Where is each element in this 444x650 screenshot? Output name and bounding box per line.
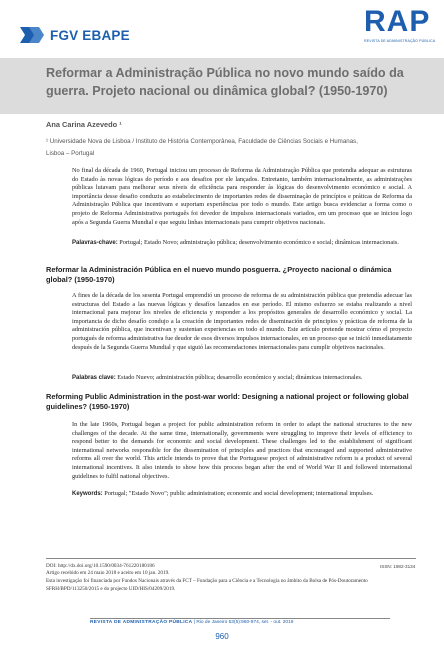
keywords-label: Keywords: <box>72 491 103 497</box>
abstract-heading-en: Reforming Public Administration in the post-war world: Designing a national project or following global guidelines? (1950-1970) <box>46 392 409 411</box>
publisher-name: FGV EBAPE <box>50 27 130 43</box>
keywords-en <box>72 490 412 499</box>
abstract-es: A fines de la década de los sesenta Portugal emprendió un proceso de reforma de su administración pública que pretendía adecuar las estructuras del Estado a las nuevas lógicas y desafíos lanzados en ese período. El mismo esfuerzo se estaba realizando a nivel internacional para mejorar los niveles de eficiencia y responder a los propósitos generales de desarrollo económico y social. La importancia de dicho desafío condujo a la creación de importantes redes de diseminación de principios y prácticas de reforma de la administración pública, que incentivan y sustentan experiencias en todo el mundo. Este artículo pretende mostrar cómo el proyecto portugués de reforma administrativa fue deudor de esos diversos impulsos internacionales, en un proceso que se inició inmediatamente después de la Segunda Guerra Mundial y que siguió las recomendaciones internacionales para cumplir objetivos nacionales. <box>72 292 412 351</box>
issn: ISSN: 1982-3134 <box>380 564 416 569</box>
journal-separator: | <box>193 620 197 625</box>
keywords-label: Palabras clave: <box>72 375 116 381</box>
keywords-pt <box>72 239 412 248</box>
journal-name: REVISTA DE ADMINISTRAÇÃO PÚBLICA <box>90 620 193 625</box>
doi-link[interactable]: DOI: http://dx.doi.org/10.1590/0034-761220180186 <box>46 563 155 569</box>
publisher-logo <box>20 20 130 50</box>
received-date: Artigo recebido em 24 maio 2018 e aceito em 10 jan. 2019. <box>46 570 170 576</box>
abstract-en: In the late 1960s, Portugal began a project for public administration reform in order to adapt the national structures to the new challenges of the decade. At the same time, internationally, governments were struggling to improve their levels of efficiency to respond better to the demands for economic and social development. These challenges led to the establishment of significant international networks responsible for the dissemination of principles and practices that encouraged and supported administrative reforms all over the world. This article intends to prove that the Portuguese project of administrative reform is a product of several international incentives. It also intends to show how this process began after the end of World War II and followed international guidelines to fulfil national objectives. <box>72 421 412 480</box>
journal-footer <box>90 620 293 625</box>
article-title: Reformar a Administração Pública no novo mundo saído da guerra. Projeto nacional ou dinâmica global? (1950-1970) <box>46 66 404 98</box>
journal-logo <box>364 5 436 43</box>
funding-note: Esta investigação foi financiada por Fundos Nacionais através da FCT – Fundação para a Ciência e a Tecnologia no âmbito da Bolsa de Pós-Doutoramento SFRH/BPD/113250/2015 e do projecto UID/HIS/04209/2019. <box>46 578 368 592</box>
footer-divider <box>46 558 416 559</box>
journal-logo-subtitle: REVISTA DE ADMINISTRAÇÃO PÚBLICA <box>364 39 436 43</box>
keywords-es <box>72 374 412 383</box>
page-number: 960 <box>215 632 229 641</box>
keywords-label: Palavras-chave: <box>72 240 118 246</box>
journal-issue: Rio de Janeiro 53(5):960-974, set. - out. 2019 <box>196 620 294 625</box>
journal-logo-word: RAP <box>364 5 431 38</box>
abstract-heading-es: Reformar la Administración Pública en el nuevo mundo posguerra. ¿Proyecto nacional o dinámica global? (1950-1970) <box>46 265 392 284</box>
author-name: Ana Carina Azevedo ¹ <box>46 120 122 129</box>
fgv-mark-icon <box>20 27 44 43</box>
keywords-text: Portugal; "Estado Novo"; public administration; economic and social development; international impulses. <box>104 490 374 497</box>
abstract-pt: No final da década de 1960, Portugal iniciou um processo de Reforma da Administração Pública que pretendia adequar as estruturas do Estado às novas lógicas do período e aos desafios por ele lançados. Entretanto, também internacionalmente, as administrações públicas lutavam para melhorar seus níveis de eficiência para responder às lógicas do desenvolvimento económico e social. A importância desse desafio conduziu ao estabelecimento de importantes redes de disseminação de princípios e práticas de Reforma da Administração Pública que incentivam e suportam experiências por todo o mundo. Este artigo busca evidenciar a forma como o projeto de Reforma Administrativa português foi devedor de impulsos internacionais variados, em um processo que se iniciou logo após a Segunda Guerra Mundial e que seguiu linhas internacionais para cumprir objetivos nacionais. <box>72 167 412 226</box>
affiliation-line: ¹ Universidade Nova de Lisboa / Instituto de História Contemporânea, Faculdade de Ciências Sociais e Humanas, <box>46 138 358 145</box>
affiliation-line: Lisboa – Portugal <box>46 150 95 157</box>
keywords-text: Portugal; Estado Novo; administração pública; desenvolvimento económico e social; dinâmicas internacionais. <box>119 239 399 246</box>
keywords-text: Estado Nuevo; administración pública; desarrollo económico y social; dinámicas internacionales. <box>117 374 363 381</box>
author-affiliation <box>46 136 396 160</box>
